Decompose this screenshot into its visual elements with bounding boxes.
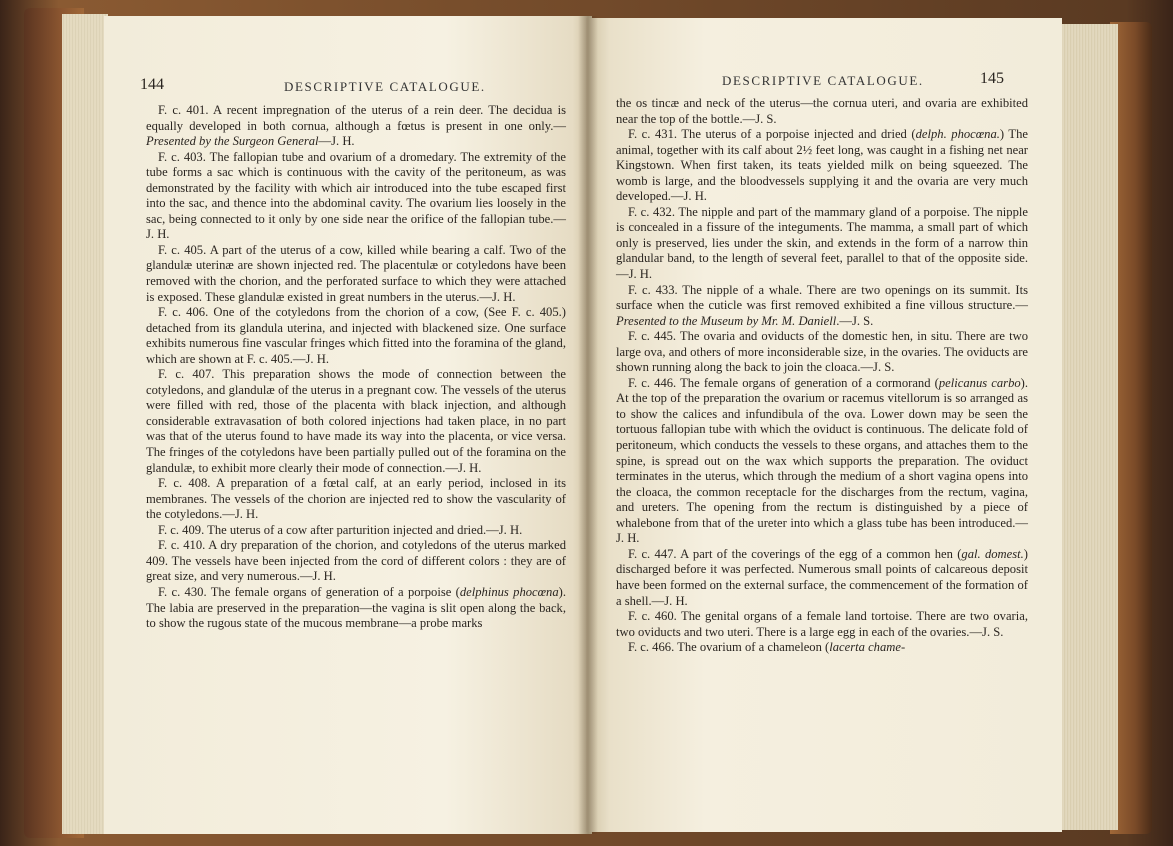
entry: F. c. 447. A part of the coverings of the egg of a common hen (gal. domest.) discharged before it was perfected. Numerous small points of calcareous deposit have been formed on the external surface, the commencement of the formation of a shell.—J. H.: [616, 546, 1028, 608]
running-head: DESCRIPTIVE CATALOGUE.: [284, 79, 486, 94]
entry: F. c. 431. The uterus of a porpoise injected and dried (delph. phocœna.) The animal, together with its calf about 2½ feet long, was caught in a fishing net near Kingstown. When first taken, its teats yielded milk on being squeezed. The womb is large, and the bloodvessels supplying it and the ovaria are very much developed.—J. H.: [616, 127, 1028, 204]
entry: F. c. 430. The female organs of generation of a porpoise (delphinus phocœna). The labia are preserved in the preparation—the vagina is slit open along the back, to show the rugous state of the mucous membrane—a probe marks: [146, 584, 566, 631]
page-number: 144: [140, 76, 164, 93]
entry: F. c. 466. The ovarium of a chameleon (lacerta chame-: [628, 640, 906, 655]
entry: F. c. 407. This preparation shows the mode of connection between the cotyledons, and glandulæ of the uterus in a pregnant cow. The vessels of the uterus were filled with red, those of the placenta with black injection, and although considerable extravasation of both colored injections had taken place, in no part was that of the uterus found to have made its way into the placenta, or vice versa. The fringes of the cotyledons have been partially pulled out of the foramina on the glandulæ, to exhibit more clearly their mode of connection.—J. H.: [146, 367, 566, 475]
page-number: 145: [980, 70, 1004, 87]
entry: F. c. 406. One of the cotyledons from the chorion of a cow, (See F. c. 405.) detached from its glandula uterina, and injected with blackened size. One surface exhibits numerous fine vascular fringes which fitted into the foramina of the gland, which are shown at F. c. 405.—J. H.: [146, 305, 566, 366]
entry: F. c. 432. The nipple and part of the mammary gland of a porpoise. The nipple is concealed in a fissure of the integuments. The mamma, a small part of which only is preserved, lies under the skin, and extends in the form of a narrow thin glandular band, to the length of several feet, parallel to that of the opposite side.—J. H.: [616, 204, 1028, 282]
page-edges-left: [62, 14, 108, 834]
entry: F. c. 408. A preparation of a fœtal calf, at an early period, inclosed in its membranes. The vessels of the chorion are injected red to show the vascularity of the cotyledons.—J. H.: [146, 476, 566, 522]
entry: F. c. 446. The female organs of generation of a cormorand (pelicanus carbo). At the top of the preparation the ovarium or racemus vitellorum is so arranged as to show the calices and infundibula of the ova. Lower down may be seen the tortuous fallopian tube with which the oviduct is continuous. The delicate fold of peritoneum, which conducts the vessels to these organs, and attaches them to the spine, is spread out on the wax which supports the preparation. The oviduct terminates in the uterus, which through the medium of a short vagina opens into the cloaca, the common receptacle for the discharges from the rectum, vagina, and ureters. The opening from the rectum is distinguished by a piece of whalebone from that of the ureter into which a glass tube has been introduced.—J. H.: [616, 375, 1029, 546]
left-body: [146, 103, 566, 632]
right-body: [616, 96, 1028, 656]
entry: F. c. 410. A dry preparation of the chorion, and cotyledons of the uterus marked 409. The vessels have been injected from the cord of different colors : they are of great size, and very numerous.—J. H.: [146, 538, 566, 584]
entry: F. c. 445. The ovaria and oviducts of the domestic hen, in situ. There are two large ova, and others of more inconsiderable size, in the ovaries. The oviducts are shown running along the back to join the cloaca.—J. S.: [616, 329, 1028, 375]
entry: F. c. 401. A recent impregnation of the uterus of a rein deer. The decidua is equally developed in both cornua, although a fœtus is present in one only.—Presented by the Surgeon General—J. H.: [146, 103, 566, 149]
entry: F. c. 403. The fallopian tube and ovarium of a dromedary. The extremity of the tube forms a sac which is continuous with the cavity of the peritoneum, as was demonstrated by the facility with which air introduced into the tube escaped first into the sac, and thence into the abdominal cavity. The ovarium lies loosely in the sac, being connected to it only by one side near the orifice of the fallopian tube.—J. H.: [146, 149, 566, 242]
entry: F. c. 405. A part of the uterus of a cow, killed while bearing a calf. Two of the glandulæ uterinæ are shown injected red. The placentulæ or cotyledons have been removed with the chorion, and the perforated surface to which they were attached is exposed. These glandulæ existed in great numbers in the uterus.—J. H.: [146, 242, 566, 304]
page-edges-right: [1060, 24, 1118, 830]
entry: F. c. 460. The genital organs of a female land tortoise. There are two ovaria, two oviducts and two uteri. There is a large egg in each of the ovaries.—J. S.: [616, 609, 1028, 639]
running-head: DESCRIPTIVE CATALOGUE.: [722, 73, 924, 88]
entry: F. c. 409. The uterus of a cow after parturition injected and dried.—J. H.: [158, 522, 523, 537]
right-page: [586, 18, 1062, 832]
entry-continuation: the os tincæ and neck of the uterus—the cornua uteri, and ovaria are exhibited near the top of the bottle.—J. S.: [616, 96, 1028, 126]
entry: F. c. 433. The nipple of a whale. There are two openings on its summit. Its surface when the cuticle was first removed exhibited a fine villous structure.—Presented to the Museum by Mr. M. Daniell.—J. S.: [616, 282, 1028, 328]
left-page: [104, 16, 592, 834]
book-gutter-shadow: [578, 16, 598, 834]
